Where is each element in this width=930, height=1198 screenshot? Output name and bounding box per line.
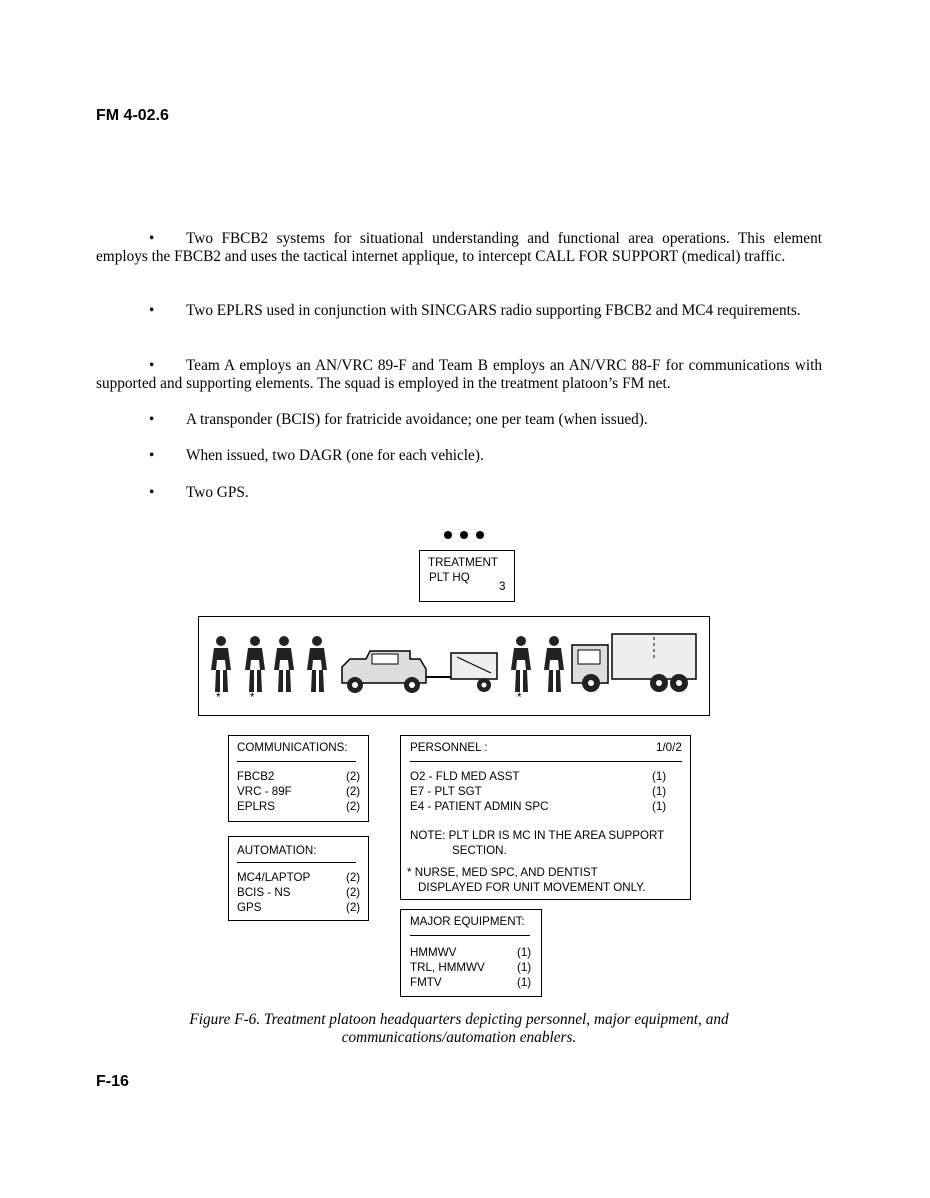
equipment-item: HMMWV xyxy=(410,946,457,959)
bullet: • xyxy=(149,302,155,319)
paragraph-text: A transponder (BCIS) for fratricide avoidance; one per team (when issued). xyxy=(186,411,648,428)
soldier-icon xyxy=(511,636,531,692)
communications-box xyxy=(228,735,369,822)
automation-title: AUTOMATION: xyxy=(237,844,317,857)
equipment-qty: (1) xyxy=(517,946,532,959)
body-paragraph-6 xyxy=(96,484,822,502)
automation-item: BCIS - NS xyxy=(237,886,291,899)
personnel-qty: (1) xyxy=(652,800,667,813)
equipment-item: TRL, HMMWV xyxy=(410,961,485,974)
comm-item: FBCB2 xyxy=(237,770,275,783)
asterisk-marker: * xyxy=(517,691,522,704)
equipment-item: FMTV xyxy=(410,976,442,989)
bullet: • xyxy=(149,447,155,464)
major-equipment-box xyxy=(400,909,542,997)
unit-movement-note: * NURSE, MED SPC, AND DENTIST xyxy=(407,866,598,879)
illustration-svg xyxy=(199,617,708,714)
comm-qty: (2) xyxy=(346,770,361,783)
unit-number: 3 xyxy=(499,580,506,593)
paragraph-text: Two EPLRS used in conjunction with SINCGARS radio supporting FBCB2 and MC4 requirements. xyxy=(186,302,801,319)
personnel-count: 1/0/2 xyxy=(656,741,682,754)
personnel-item: E4 - PATIENT ADMIN SPC xyxy=(410,800,549,813)
automation-item: MC4/LAPTOP xyxy=(237,871,311,884)
document-number: FM 4-02.6 xyxy=(96,107,169,124)
figure-caption xyxy=(96,1011,822,1047)
personnel-box xyxy=(400,735,691,900)
automation-qty: (2) xyxy=(346,871,361,884)
comm-qty: (2) xyxy=(346,785,361,798)
bullet: • xyxy=(149,411,155,428)
personnel-note-continued: SECTION. xyxy=(452,844,507,857)
body-paragraph-1 xyxy=(96,230,822,266)
soldier-icon xyxy=(211,636,231,692)
hmmwv-icon xyxy=(342,651,426,693)
body-paragraph-4 xyxy=(96,411,822,429)
comm-item: EPLRS xyxy=(237,800,276,813)
platoon-echelon-dots xyxy=(444,531,492,539)
personnel-item: E7 - PLT SGT xyxy=(410,785,482,798)
personnel-item: O2 - FLD MED ASST xyxy=(410,770,520,783)
personnel-title: PERSONNEL : xyxy=(410,741,488,754)
personnel-vehicle-illustration xyxy=(198,616,710,716)
asterisk-marker: * xyxy=(216,691,221,704)
automation-item: GPS xyxy=(237,901,262,914)
body-paragraph-3 xyxy=(96,357,822,393)
trailer-icon xyxy=(426,653,497,692)
caption-line-1: Figure F-6. Treatment platoon headquarters depicting personnel, major equipment, and xyxy=(189,1011,729,1028)
bullet: • xyxy=(149,230,155,247)
page-number: F-16 xyxy=(96,1073,129,1090)
personnel-qty: (1) xyxy=(652,770,667,783)
bullet: • xyxy=(149,357,155,374)
paragraph-text: When issued, two DAGR (one for each vehicle). xyxy=(186,447,484,464)
asterisk-marker: * xyxy=(250,691,255,704)
equipment-qty: (1) xyxy=(517,961,532,974)
paragraph-text: Team A employs an AN/VRC 89-F and Team B employs an AN/VRC 88-F for communications with supported and supporting elements. The squad is employed in the treatment platoon’s FM net. xyxy=(96,357,822,392)
body-paragraph-5 xyxy=(96,447,822,465)
fmtv-truck-icon xyxy=(572,634,696,692)
soldier-icon xyxy=(544,636,564,692)
communications-title: COMMUNICATIONS: xyxy=(237,741,348,754)
comm-qty: (2) xyxy=(346,800,361,813)
automation-qty: (2) xyxy=(346,886,361,899)
major-equipment-title: MAJOR EQUIPMENT: xyxy=(410,915,525,928)
personnel-qty: (1) xyxy=(652,785,667,798)
unit-box xyxy=(419,550,515,602)
paragraph-text: Two FBCB2 systems for situational understanding and functional area operations. This element employs the FBCB2 and uses the tactical internet applique, to intercept CALL FOR SUPPORT (medical) traffic. xyxy=(96,230,822,265)
body-paragraph-2 xyxy=(96,302,822,320)
unit-line-1: TREATMENT xyxy=(428,556,498,569)
automation-qty: (2) xyxy=(346,901,361,914)
soldier-icon xyxy=(307,636,327,692)
unit-movement-note-continued: DISPLAYED FOR UNIT MOVEMENT ONLY. xyxy=(418,881,646,894)
soldier-icon xyxy=(245,636,265,692)
bullet: • xyxy=(149,484,155,501)
equipment-qty: (1) xyxy=(517,976,532,989)
unit-line-2: PLT HQ xyxy=(429,571,470,584)
comm-item: VRC - 89F xyxy=(237,785,292,798)
caption-line-2: communications/automation enablers. xyxy=(341,1029,577,1046)
soldier-icon xyxy=(274,636,294,692)
personnel-note: NOTE: PLT LDR IS MC IN THE AREA SUPPORT xyxy=(410,829,665,842)
paragraph-text: Two GPS. xyxy=(186,484,249,501)
automation-box xyxy=(228,836,369,921)
